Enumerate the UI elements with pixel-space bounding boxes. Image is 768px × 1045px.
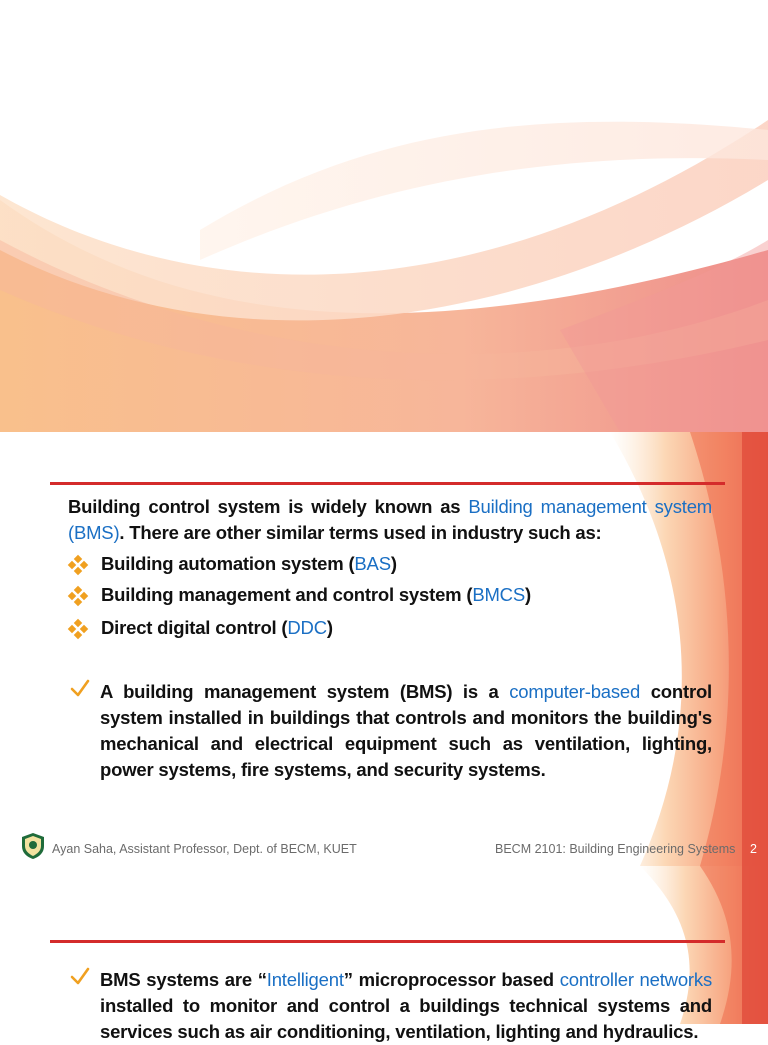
controller-networks-term: controller networks [559, 969, 712, 990]
bms-intelligent-paragraph [100, 967, 712, 1045]
bullet-term: DDC [287, 617, 327, 638]
bullet-term: BMCS [472, 584, 525, 605]
bullet-suffix: ) [390, 553, 397, 574]
checkmark-icon [70, 678, 90, 698]
intro-text: Building control system is widely known as [68, 496, 469, 517]
bullet-label: Building management and control system ( [101, 584, 473, 605]
footer-author: Ayan Saha, Assistant Professor, Dept. of BECM, KUET [52, 842, 357, 856]
intelligent-term: Intelligent [266, 969, 344, 990]
paragraph-text-end: control system installed in buildings that controls and monitors the building's mechanical and electrical equipment such as ventilation, lighting, power systems, fire systems, and security systems. [100, 681, 712, 780]
university-logo-icon [20, 832, 46, 860]
decorative-waves [0, 0, 768, 432]
page-number: 2 [750, 842, 757, 856]
diamond-bullet-icon [68, 619, 88, 639]
bullet-label: Building automation system ( [101, 553, 355, 574]
slide-1 [0, 0, 768, 432]
title-divider [50, 482, 725, 485]
bms-term: Building management system (BMS) [68, 496, 712, 543]
title-divider [50, 940, 725, 943]
intro-paragraph [68, 494, 712, 546]
paragraph-text: BMS systems are “ [100, 969, 267, 990]
footer-course: BECM 2101: Building Engineering Systems [495, 842, 736, 856]
paragraph-text-end: installed to monitor and control a buildings technical systems and services such as air conditioning, ventilation, lighting and hydraulics. [100, 995, 712, 1042]
bullet-suffix: ) [326, 617, 333, 638]
diamond-bullet-icon [68, 555, 88, 575]
diamond-bullet-icon [68, 586, 88, 606]
slide-2 [0, 432, 768, 866]
bullet-suffix: ) [524, 584, 531, 605]
bullet-label: Direct digital control ( [101, 617, 288, 638]
bullet-term: BAS [354, 553, 391, 574]
bms-definition-paragraph [100, 679, 712, 783]
paragraph-text: ” microprocessor based [343, 969, 560, 990]
paragraph-text: A building management system (BMS) is a [100, 681, 510, 702]
checkmark-icon [70, 966, 90, 986]
intro-text-end: . There are other similar terms used in industry such as: [119, 522, 602, 543]
computer-based-term: computer-based [509, 681, 641, 702]
slide-3 [0, 866, 768, 1042]
